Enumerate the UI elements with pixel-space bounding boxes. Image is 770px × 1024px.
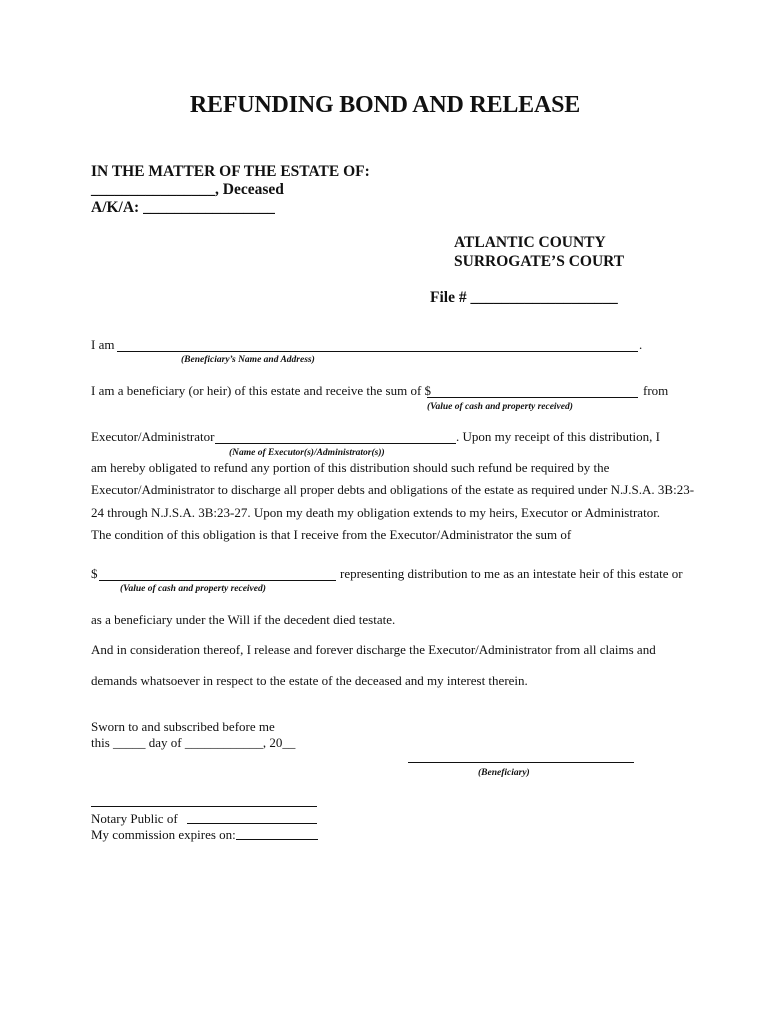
- value-caption-1: (Value of cash and property received): [427, 402, 573, 412]
- will-line: as a beneficiary under the Will if the decedent died testate.: [91, 612, 396, 627]
- this-day-line: this _____ day of ____________, 20__: [91, 735, 296, 750]
- representing-text: representing distribution to me as an intestate heir of this estate or: [340, 566, 683, 581]
- executor-name-line[interactable]: [215, 443, 456, 444]
- release-line-1: And in consideration thereof, I release and forever discharge the Executor/Administrator from all claims and: [91, 642, 656, 657]
- dollar-sign: $: [91, 566, 98, 581]
- file-number: File # ___________________: [430, 289, 618, 306]
- i-am-period: .: [639, 337, 643, 352]
- release-line-2: demands whatsoever in respect to the estate of the deceased and my interest therein.: [91, 673, 528, 688]
- aka-line: A/K/A: _________________: [91, 199, 275, 216]
- paragraph-line-3: 24 through N.J.S.A. 3B:23-27. Upon my death my obligation extends to my heirs, Executor or Administrator.: [91, 505, 661, 520]
- i-am-label: I am: [91, 337, 115, 352]
- beneficiary-caption: (Beneficiary’s Name and Address): [181, 355, 315, 365]
- document-title: REFUNDING BOND AND RELEASE: [189, 92, 581, 118]
- notary-label: Notary Public of: [91, 811, 178, 826]
- commission-date-line[interactable]: [236, 839, 318, 840]
- sworn-text: Sworn to and subscribed before me: [91, 719, 275, 734]
- value-caption-2: (Value of cash and property received): [120, 584, 266, 594]
- paragraph-line-1: am hereby obligated to refund any portion of this distribution should such refund be required by the: [91, 460, 610, 475]
- notary-state-line[interactable]: [187, 823, 317, 824]
- commission-label: My commission expires on:: [91, 827, 236, 842]
- paragraph-line-4: The condition of this obligation is that I receive from the Executor/Administrator the sum of: [91, 527, 572, 542]
- court-name: SURROGATE’S COURT: [454, 253, 625, 270]
- sum-prefix: I am a beneficiary (or heir) of this estate and receive the sum of $: [91, 383, 432, 398]
- beneficiary-name-line[interactable]: [117, 351, 638, 352]
- executor-suffix: . Upon my receipt of this distribution, I: [456, 429, 661, 444]
- matter-heading: IN THE MATTER OF THE ESTATE OF:: [91, 163, 370, 180]
- executor-caption: (Name of Executor(s)/Administrator(s)): [229, 448, 385, 458]
- sum-suffix: from: [643, 383, 669, 398]
- beneficiary-signature-line[interactable]: [408, 762, 634, 763]
- court-county: ATLANTIC COUNTY: [454, 234, 606, 251]
- paragraph-line-2: Executor/Administrator to discharge all proper debts and obligations of the estate as required under N.J.S.A. 3B:23-: [91, 482, 695, 497]
- distribution-value-line[interactable]: [99, 580, 336, 581]
- executor-label: Executor/Administrator: [91, 429, 215, 444]
- deceased-line: ________________, Deceased: [91, 181, 284, 198]
- notary-signature-line[interactable]: [91, 806, 317, 807]
- sum-value-line[interactable]: [427, 397, 638, 398]
- beneficiary-signature-caption: (Beneficiary): [478, 768, 530, 778]
